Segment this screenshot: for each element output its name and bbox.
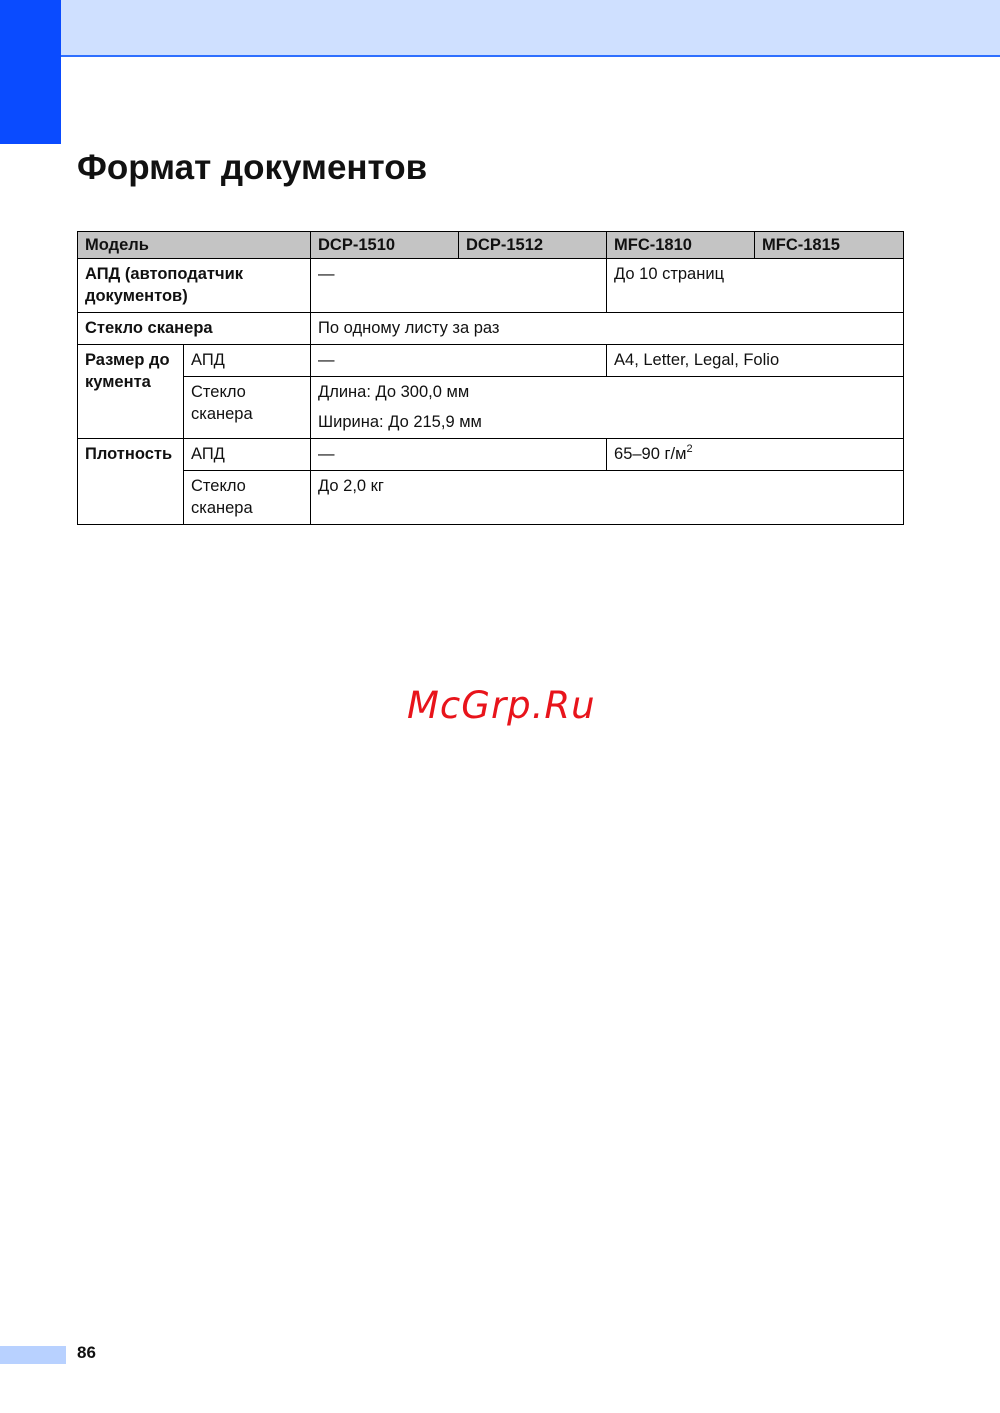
header-band [0, 0, 1000, 57]
adf-dcp-value: — [311, 259, 607, 313]
density-glass-value: До 2,0 кг [311, 471, 904, 525]
density-adf-label: АПД [184, 439, 311, 471]
density-adf-dcp: — [311, 439, 607, 471]
density-label: Плотность [78, 439, 184, 525]
table-row-glass [78, 313, 904, 345]
density-adf-mfc-value: 65–90 г/м [614, 445, 687, 463]
density-glass-label: Стекло сканера [184, 471, 311, 525]
size-adf-mfc: A4, Letter, Legal, Folio [607, 345, 904, 377]
table-row-size-adf [78, 345, 904, 377]
size-glass-width: Ширина: До 215,9 мм [318, 413, 482, 431]
size-adf-label: АПД [184, 345, 311, 377]
document-format-table [77, 231, 904, 525]
watermark: McGrp.Ru [407, 684, 596, 727]
table-row-size-glass [78, 377, 904, 439]
size-glass-label: Стекло сканера [184, 377, 311, 439]
size-glass-value [311, 377, 904, 439]
table-row-density-adf [78, 439, 904, 471]
adf-label: АПД (автоподатчик документов) [78, 259, 311, 313]
table-row-adf [78, 259, 904, 313]
table-header-row [78, 232, 904, 259]
chapter-tab [0, 0, 61, 144]
table-row-density-glass [78, 471, 904, 525]
header-mfc-1810: MFC-1810 [607, 232, 755, 259]
header-mfc-1815: MFC-1815 [755, 232, 904, 259]
glass-label: Стекло сканера [78, 313, 311, 345]
header-dcp-1510: DCP-1510 [311, 232, 459, 259]
page-title: Формат документов [77, 148, 428, 187]
footer-bar [0, 1346, 66, 1364]
density-unit-superscript: 2 [686, 442, 693, 455]
header-model: Модель [78, 232, 311, 259]
size-label: Размер до кумента [78, 345, 184, 439]
adf-mfc-value: До 10 страниц [607, 259, 904, 313]
size-glass-length: Длина: До 300,0 мм [318, 383, 470, 401]
page-number: 86 [77, 1343, 96, 1362]
glass-value: По одному листу за раз [311, 313, 904, 345]
density-adf-mfc [607, 439, 904, 471]
size-adf-dcp: — [311, 345, 607, 377]
header-dcp-1512: DCP-1512 [459, 232, 607, 259]
